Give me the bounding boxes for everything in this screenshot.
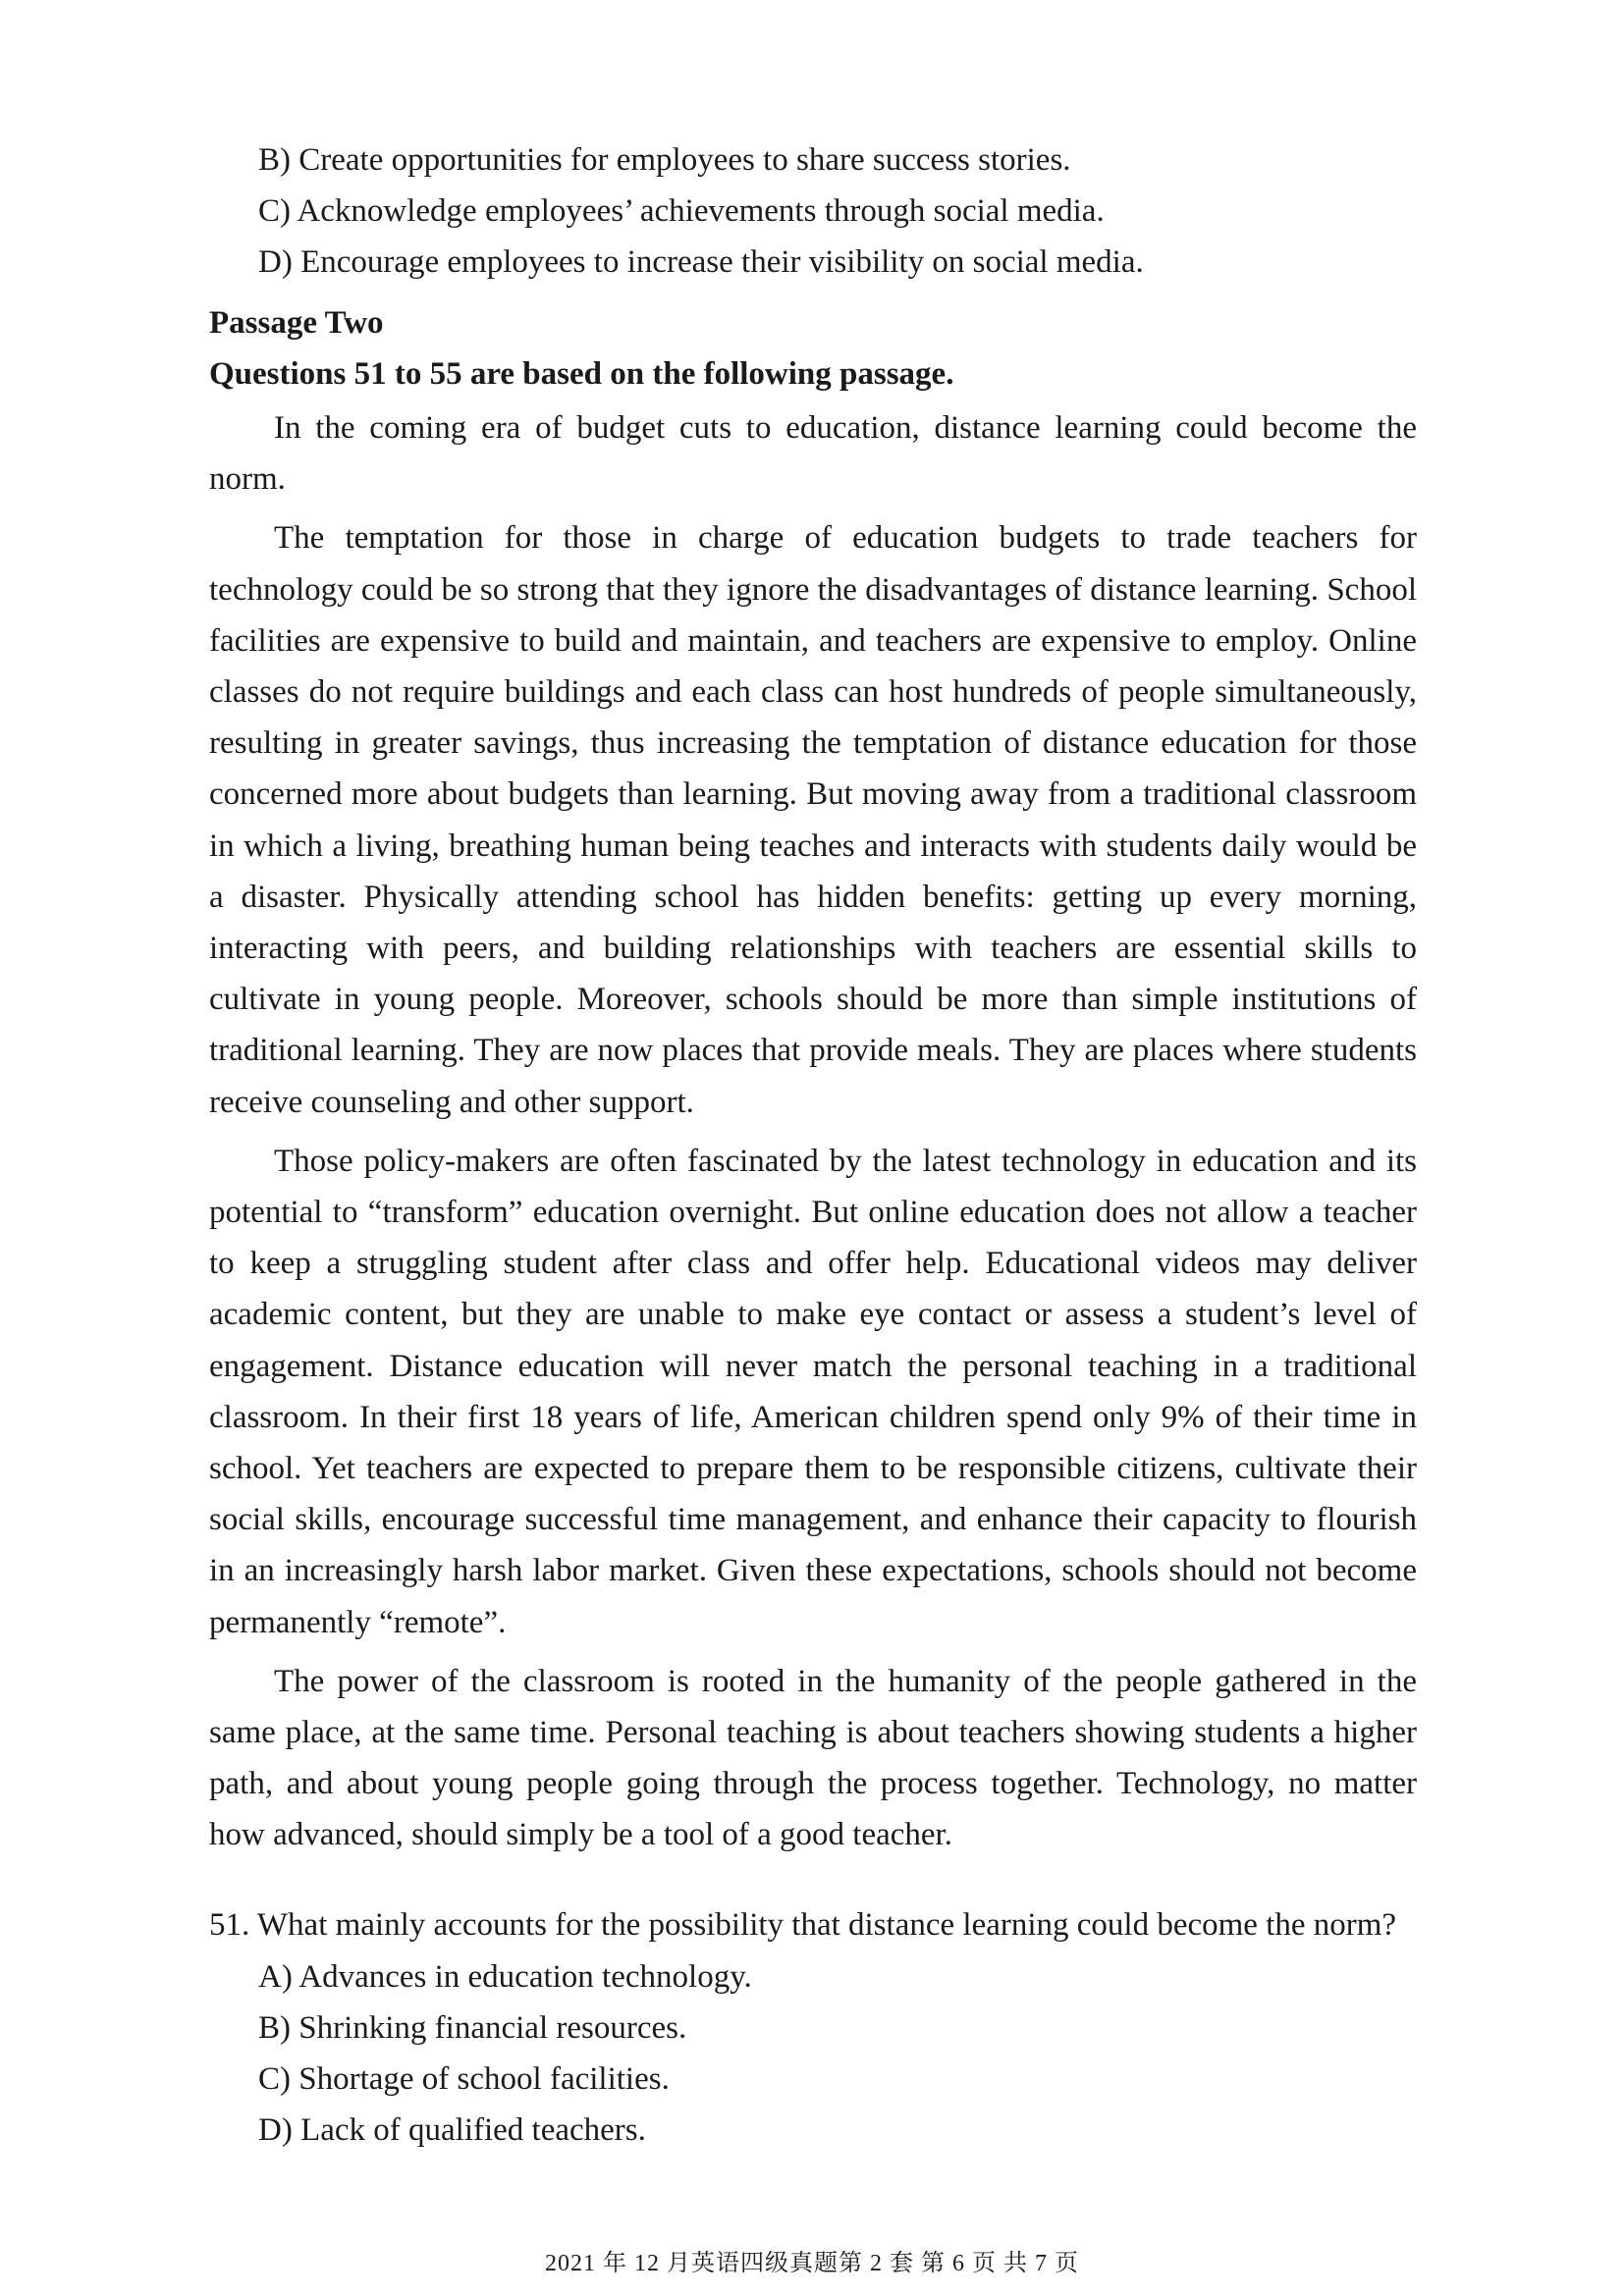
passage-paragraph-1: In the coming era of budget cuts to education, distance learning could become the norm. <box>209 410 1417 498</box>
passage-body <box>209 402 1417 1869</box>
prev-option-c: C) Acknowledge employees’ achievements through social media. <box>258 193 1105 229</box>
question-51: 51. What mainly accounts for the possibility that distance learning could become the norm? <box>209 1907 1397 1943</box>
prev-option-b: B) Create opportunities for employees to share success stories. <box>258 142 1071 178</box>
passage-paragraph-2: The temptation for those in charge of education budgets to trade teachers for technology could be so strong that they ignore the disadvantages of distance learning. School facilities are expensive to build and maintain, and teachers are expensive to employ. Online classes do not require buildings and each class can host hundreds of people simultaneously, resulting in greater savings, thus increasing the temptation of distance education for those concerned more about budgets than learning. But moving away from a traditional classroom in which a living, breathing human being teaches and interacts with students daily would be a disaster. Physically attending school has hidden benefits: getting up every morning, interacting with peers, and building relationships with teachers are essential skills to cultivate in young people. Moreover, schools should be more than simple institutions of traditional learning. They are now places that provide meals. They are places where students receive counseling and other support. <box>209 520 1417 1120</box>
section-instruction: Questions 51 to 55 are based on the following passage. <box>209 356 954 392</box>
page-footer: 2021 年 12 月英语四级真题第 2 套 第 6 页 共 7 页 <box>545 2251 1079 2276</box>
answer-option-a[interactable]: A) Advances in education technology. <box>258 1959 752 1995</box>
passage-paragraph-3: Those policy-makers are often fascinated by the latest technology in education and its potential to “transform” education overnight. But online education does not allow a teacher to keep a struggling student after class and offer help. Educational videos may deliver academic content, but they are unable to make eye contact or assess a student’s level of engagement. Distance education will never match the personal teaching in a traditional classroom. In their first 18 years of life, American children spend only 9% of their time in school. Yet teachers are expected to prepare them to be responsible citizens, cultivate their social skills, encourage successful time management, and enhance their capacity to flourish in an increasingly harsh labor market. Given these expectations, schools should not become permanently “remote”. <box>209 1143 1417 1640</box>
prev-option-d: D) Encourage employees to increase their visibility on social media. <box>258 244 1144 280</box>
answer-option-c[interactable]: C) Shortage of school facilities. <box>258 2061 670 2097</box>
passage-paragraph-4: The power of the classroom is rooted in the humanity of the people gathered in the same place, at the same time. Personal teaching is about teachers showing students a higher path, and about young people going through the process together. Technology, no matter how advanced, should simply be a tool of a good teacher. <box>209 1663 1417 1853</box>
answer-option-d[interactable]: D) Lack of qualified teachers. <box>258 2112 646 2148</box>
answer-option-b[interactable]: B) Shrinking financial resources. <box>258 2010 687 2046</box>
question-51-options <box>258 1951 752 2156</box>
section-title: Passage Two <box>209 305 384 341</box>
